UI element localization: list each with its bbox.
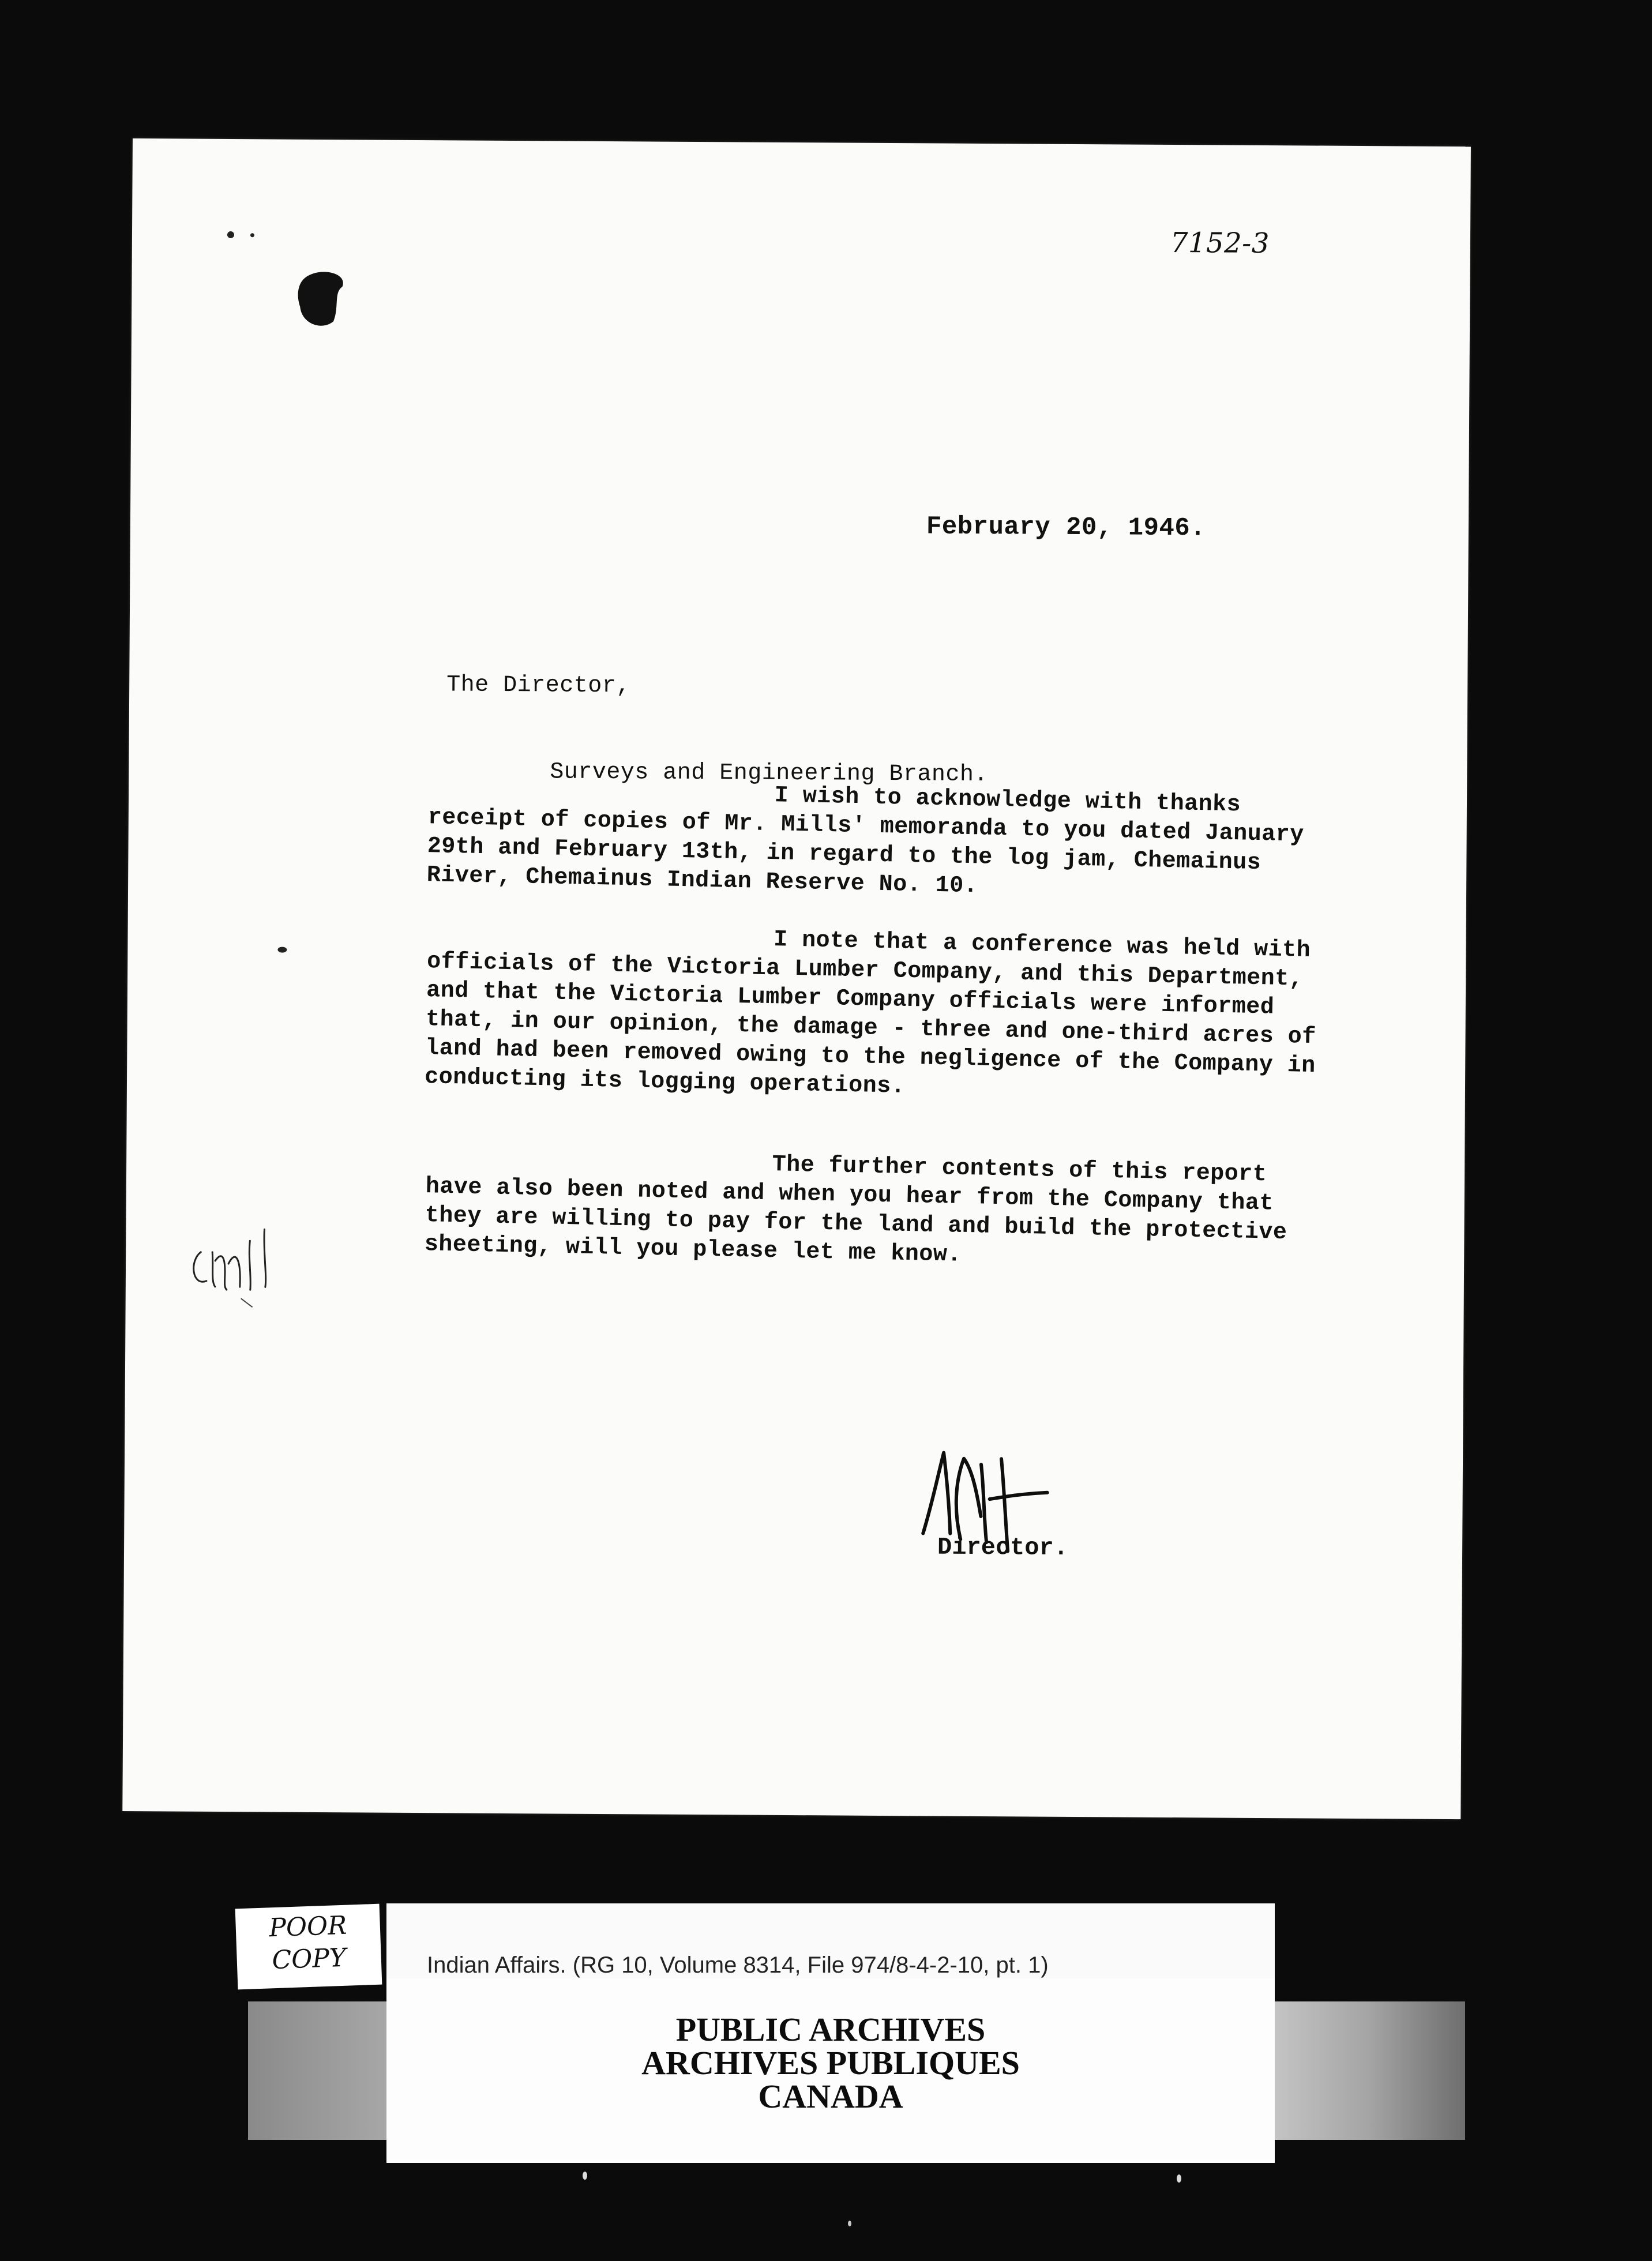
archive-name-en: PUBLIC ARCHIVES [675, 2011, 986, 2048]
letter-date: February 20, 1946. [926, 512, 1206, 543]
archive-country: CANADA [758, 2078, 903, 2115]
speck-mark [250, 233, 254, 237]
speck-mark [277, 947, 287, 953]
speck-mark [583, 2172, 587, 2180]
speck-mark [1177, 2174, 1181, 2183]
poor-copy-line2: COPY [271, 1943, 347, 1975]
body-paragraph-2: I note that a conference was held with officials of the Victoria Lumber Company, and this Department, and that the Victoria Lumber Company officials were informed that, in our opinion, the damage - three and one-third acres of land had been removed owing to the negligence of the Company in conducting its logging operations. [424, 927, 1317, 1100]
addressee-title: The Director, [446, 672, 630, 700]
archive-name-fr: ARCHIVES PUBLIQUES [641, 2044, 1020, 2082]
signature-title: Director. [937, 1533, 1069, 1562]
letter-page [122, 138, 1471, 1819]
poor-copy-stamp [235, 1904, 382, 1990]
poor-copy-line1: POOR [268, 1910, 348, 1943]
ink-blot-mark [293, 266, 351, 330]
margin-initials-mark [183, 1206, 299, 1310]
body-paragraph-1: I wish to acknowledge with thanks receipt of copies of Mr. Mills' memoranda to you dated January 29th and February 13th, in regard to the log jam, Chemainus River, Chemainus Indian Reserve No. 10. [426, 783, 1305, 900]
addressee-branch: Surveys and Engineering Branch. [550, 759, 989, 788]
speck-mark [848, 2221, 851, 2226]
body-paragraph-3: The further contents of this report have also been noted and when you hear from the Company that they are willing to pay for the land and build the protective sheeting, will you please let me know. [424, 1152, 1287, 1268]
archive-citation: Indian Affairs. (RG 10, Volume 8314, File 974/8-4-2-10, pt. 1) [427, 1952, 1049, 1978]
file-number: 7152-3 [1170, 226, 1270, 260]
speck-mark [227, 231, 234, 238]
